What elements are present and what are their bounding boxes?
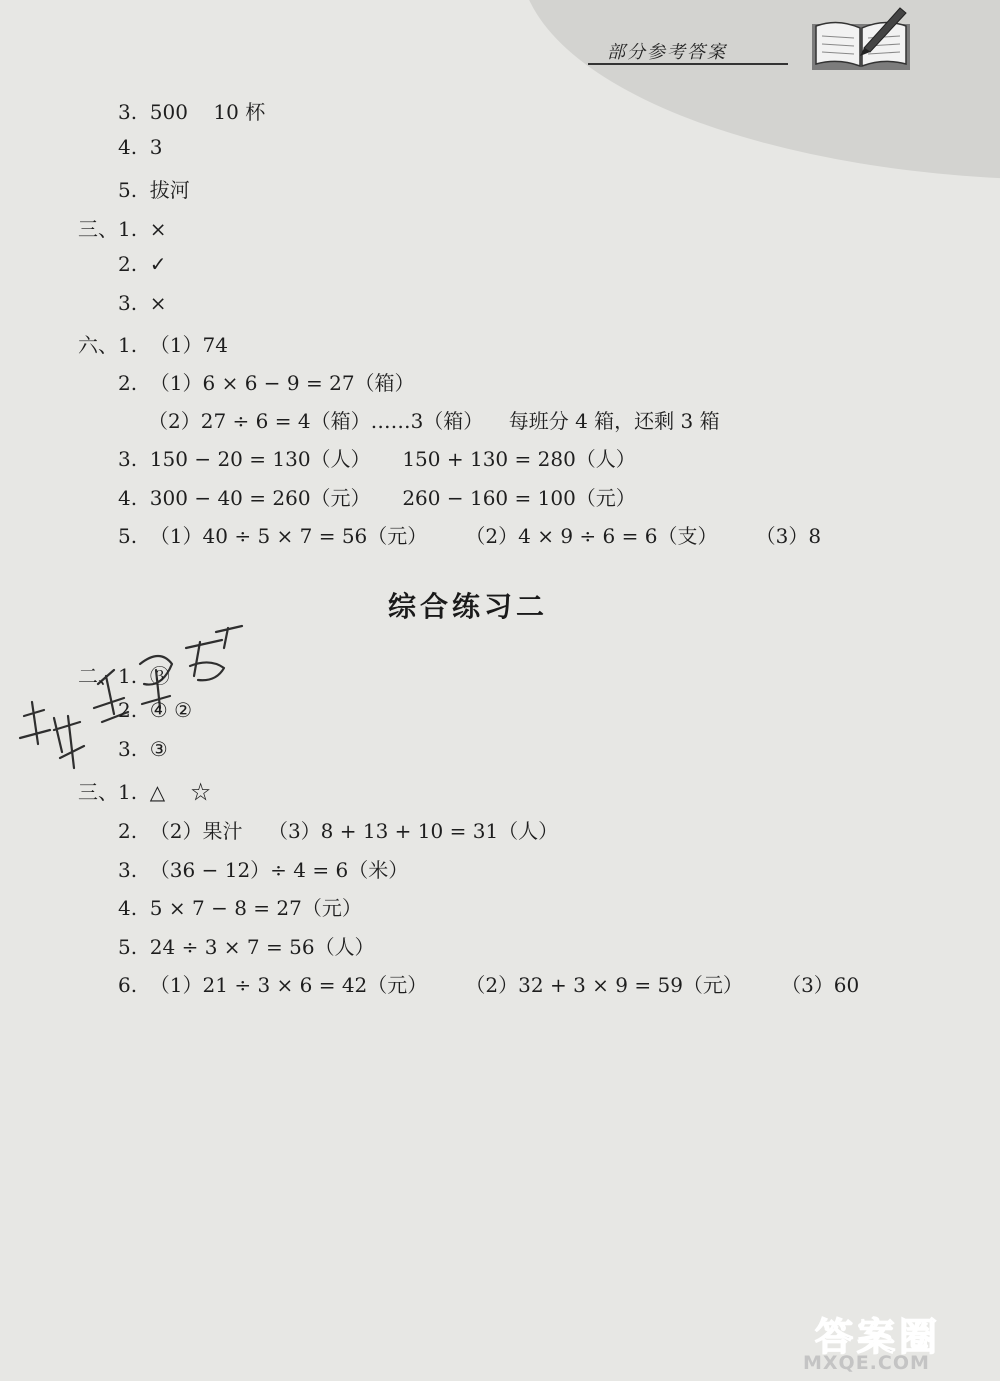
answer-line: 2. ✓ (118, 252, 167, 276)
answer-line: 三、1. × (78, 217, 167, 241)
answer-line: 6. （1）21 ÷ 3 × 6 = 42（元） （2）32 + 3 × 9 = 59（元） （3）60 (118, 973, 860, 997)
answer-line: 2. ④ ② (118, 698, 193, 722)
answer-line: 三、1. △ ☆ (78, 780, 211, 804)
header-curve-decoration (520, 0, 1000, 180)
answer-line: 5. 24 ÷ 3 × 7 = 56（人） (118, 935, 375, 959)
answer-line: 4. 5 × 7 − 8 = 27（元） (118, 896, 362, 920)
answer-line: 二、1. ③ (78, 664, 170, 688)
answer-line: 4. 3 (118, 135, 163, 159)
header-title: 部分参考答案 (607, 42, 727, 63)
watermark (795, 1310, 995, 1376)
answer-line: （2）27 ÷ 6 = 4（箱）……3（箱） 每班分 4 箱，还剩 3 箱 (148, 409, 720, 433)
book-pen-icon (808, 4, 914, 74)
answer-line: 5. 拔河 (118, 178, 190, 202)
answer-line: 3. × (118, 291, 167, 315)
watermark-url: MXQE.COM (803, 1352, 930, 1374)
section-title: 综合练习二 (388, 590, 549, 623)
answer-line: 六、1. （1）74 (78, 333, 228, 357)
answer-line: 3. 150 − 20 = 130（人） 150 + 130 = 280（人） (118, 447, 636, 471)
answer-line: 2. （2）果汁 （3）8 + 13 + 10 = 31（人） (118, 819, 559, 843)
watermark-logo: 答案圈 (815, 1315, 942, 1359)
answer-line: 3. ③ (118, 737, 168, 761)
answer-line: 3. （36 − 12）÷ 4 = 6（米） (118, 858, 409, 882)
answer-line: 5. （1）40 ÷ 5 × 7 = 56（元） （2）4 × 9 ÷ 6 = 6（支） （3）8 (118, 524, 822, 548)
answer-line: 2. （1）6 × 6 − 9 = 27（箱） (118, 371, 415, 395)
answer-line: 3. 500 10 杯 (118, 100, 266, 124)
answer-line: 4. 300 − 40 = 260（元） 260 − 160 = 100（元） (118, 486, 636, 510)
header-underline (588, 63, 788, 65)
